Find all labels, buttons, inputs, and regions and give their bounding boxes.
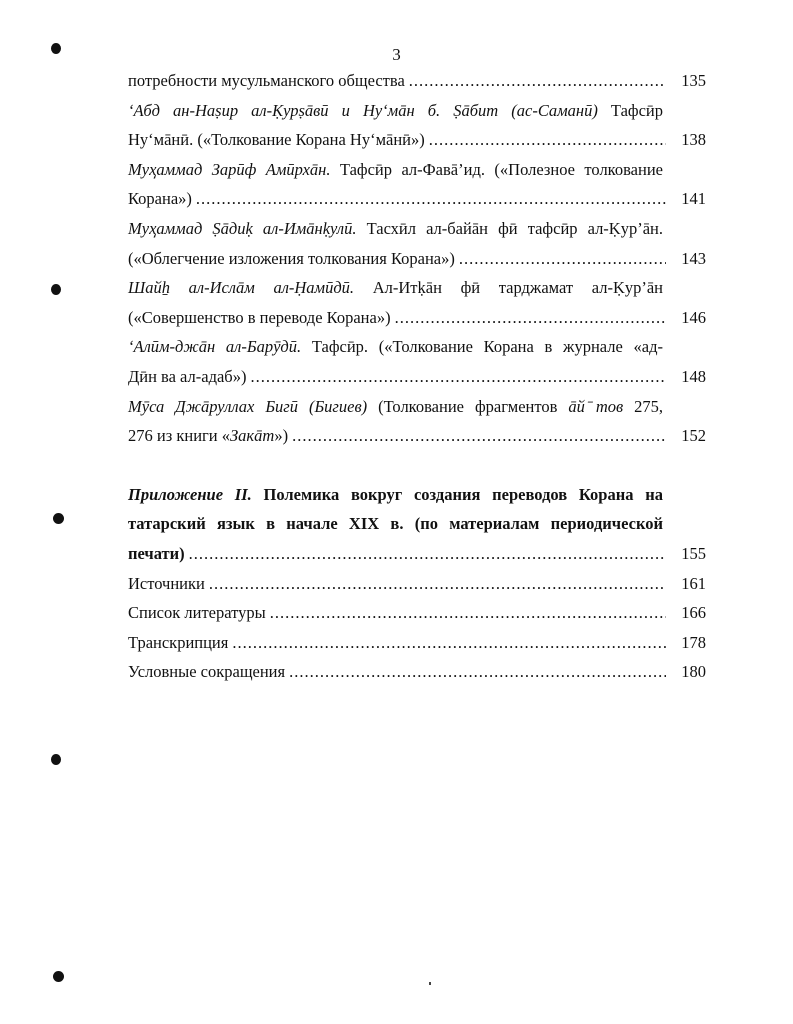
toc-line-with-page bbox=[128, 598, 706, 628]
page-ref: 178 bbox=[681, 632, 706, 652]
toc-entry bbox=[128, 569, 706, 599]
author-name: Муҳаммад Зарӣф Амӣрхāн. bbox=[128, 159, 331, 179]
toc-line-text bbox=[128, 184, 192, 214]
toc-line-text bbox=[128, 628, 228, 658]
entry-text: Дӣн ва ал-адаб») bbox=[128, 366, 247, 386]
toc-line-with-page bbox=[128, 184, 706, 214]
toc-line-with-page bbox=[128, 362, 706, 392]
toc-line-text bbox=[128, 539, 185, 569]
toc-line bbox=[128, 155, 663, 185]
toc-entry bbox=[128, 155, 706, 214]
entry-text: ») bbox=[274, 426, 289, 446]
toc-line-text bbox=[128, 598, 266, 628]
toc-entry bbox=[128, 66, 706, 96]
margin-dot bbox=[53, 513, 64, 524]
toc-line-with-page bbox=[128, 421, 706, 451]
toc-entry bbox=[128, 628, 706, 658]
page-ref: 155 bbox=[681, 543, 706, 563]
scan-speck bbox=[429, 982, 431, 985]
entry-text: Условные сокращения bbox=[128, 662, 286, 682]
toc-line bbox=[128, 332, 663, 362]
section-title: Полемика вокруг создания переводов Корана на bbox=[251, 484, 663, 504]
section-gap bbox=[128, 451, 706, 480]
toc-line-text bbox=[128, 125, 425, 155]
page-ref: 152 bbox=[681, 426, 706, 446]
toc-line-with-page bbox=[128, 303, 706, 333]
section-title: печати) bbox=[128, 543, 185, 563]
author-name: ‘Алӣм-джāн ал-Барӯдӣ. bbox=[128, 337, 302, 357]
toc-line-text bbox=[128, 244, 455, 274]
entry-text: Тасхӣл ал-байāн фӣ тафсӣр ал-Ḳур’āн. bbox=[356, 218, 663, 238]
page-ref: 146 bbox=[681, 307, 706, 327]
toc-entry bbox=[128, 96, 706, 155]
toc-line-with-page bbox=[128, 657, 706, 687]
dot-leader bbox=[429, 125, 666, 155]
toc-line bbox=[128, 480, 663, 510]
entry-text: («Облегчение изложения толкования Корана») bbox=[128, 248, 455, 268]
toc-entry bbox=[128, 598, 706, 628]
toc-line-with-page bbox=[128, 125, 706, 155]
entry-text: Тафсӣр bbox=[597, 100, 663, 120]
toc-entry bbox=[128, 392, 706, 451]
toc-line bbox=[128, 214, 663, 244]
author-name: ‘Абд ан-Наṣир ал-Ḳурṣāвӣ и Ну‘мāн б. Ṣāбит (ас-Сaманӣ) bbox=[128, 100, 598, 120]
toc-line-text bbox=[128, 362, 246, 392]
italic-term: Закāт bbox=[230, 426, 275, 446]
entry-text: Ну‘мāнӣ. («Толкование Корана Ну‘мāнӣ») bbox=[128, 130, 425, 150]
page-ref: 141 bbox=[681, 189, 706, 209]
entry-text: Тафсӣр. («Толкование Корана в журнале «ад- bbox=[301, 337, 664, 357]
entry-text: 276 из книги « bbox=[128, 426, 230, 446]
entry-text: Источники bbox=[128, 573, 205, 593]
dot-leader bbox=[395, 303, 666, 333]
toc-entry bbox=[128, 480, 706, 569]
page-number: 3 bbox=[392, 45, 401, 64]
toc-entry bbox=[128, 273, 706, 332]
toc-line bbox=[128, 392, 663, 422]
entry-text: («Совершенство в переводе Корана») bbox=[128, 307, 391, 327]
entry-text: Список литературы bbox=[128, 603, 266, 623]
toc-line-with-page bbox=[128, 569, 706, 599]
toc-line-text bbox=[128, 303, 391, 333]
dot-leader bbox=[250, 362, 666, 392]
page-ref: 138 bbox=[681, 130, 706, 150]
margin-dot bbox=[51, 284, 61, 295]
toc-line-with-page bbox=[128, 66, 706, 96]
entry-text: потребности мусульманского общества bbox=[128, 71, 405, 90]
page-ref: 143 bbox=[681, 248, 706, 268]
appendix-label: Приложение II. bbox=[128, 484, 252, 504]
toc-line bbox=[128, 273, 663, 303]
section-title: татарский язык в начале XIX в. (по материалам периодической bbox=[128, 514, 663, 534]
dot-leader bbox=[209, 569, 666, 599]
margin-dot bbox=[53, 971, 64, 982]
author-name: Муҳаммад Ṣāдиḳ ал-Имāнḳулӣ. bbox=[128, 218, 357, 238]
entry-text: 275, bbox=[623, 396, 664, 416]
toc-line-text bbox=[128, 657, 285, 687]
toc-line-text bbox=[128, 66, 405, 96]
dot-leader bbox=[232, 628, 666, 658]
entry-text: Тафсӣр ал-Фавā’ид. («Полезное толкование bbox=[330, 159, 663, 179]
entry-text: Транскрипция bbox=[128, 632, 229, 652]
toc-line bbox=[128, 96, 663, 126]
toc-entry bbox=[128, 214, 706, 273]
dot-leader bbox=[292, 421, 666, 451]
margin-dot bbox=[51, 754, 61, 765]
dot-leader bbox=[459, 244, 666, 274]
toc-line-with-page bbox=[128, 628, 706, 658]
toc-line bbox=[128, 509, 663, 539]
dot-leader bbox=[196, 184, 666, 214]
toc-entry bbox=[128, 332, 706, 391]
toc-line-text bbox=[128, 569, 205, 599]
toc-entry bbox=[128, 657, 706, 687]
author-name: Мӯса Джāруллах Бигӣ (Бигиев) bbox=[128, 396, 368, 416]
table-of-contents bbox=[128, 66, 706, 687]
italic-term: āй ̄тов bbox=[568, 396, 624, 416]
dot-leader bbox=[409, 66, 666, 96]
entry-text: Корана») bbox=[128, 189, 192, 209]
entry-text: (Толкование фрагментов bbox=[367, 396, 569, 416]
page-ref: 180 bbox=[681, 662, 706, 682]
page-ref: 148 bbox=[681, 366, 706, 386]
toc-line-text bbox=[128, 421, 288, 451]
page-ref: 161 bbox=[681, 573, 706, 593]
dot-leader bbox=[289, 657, 666, 687]
toc-line-with-page bbox=[128, 539, 706, 569]
toc-line-with-page bbox=[128, 244, 706, 274]
page-ref: 135 bbox=[681, 71, 706, 90]
entry-text: Ал-Итḳāн фӣ тарджамат ал-Ḳур’āн bbox=[354, 278, 664, 298]
author-name: Шайẖ ал-Ислāм ал-Ḥамӣдӣ. bbox=[128, 278, 355, 298]
page-ref: 166 bbox=[681, 603, 706, 623]
dot-leader bbox=[270, 598, 666, 628]
dot-leader bbox=[189, 539, 666, 569]
